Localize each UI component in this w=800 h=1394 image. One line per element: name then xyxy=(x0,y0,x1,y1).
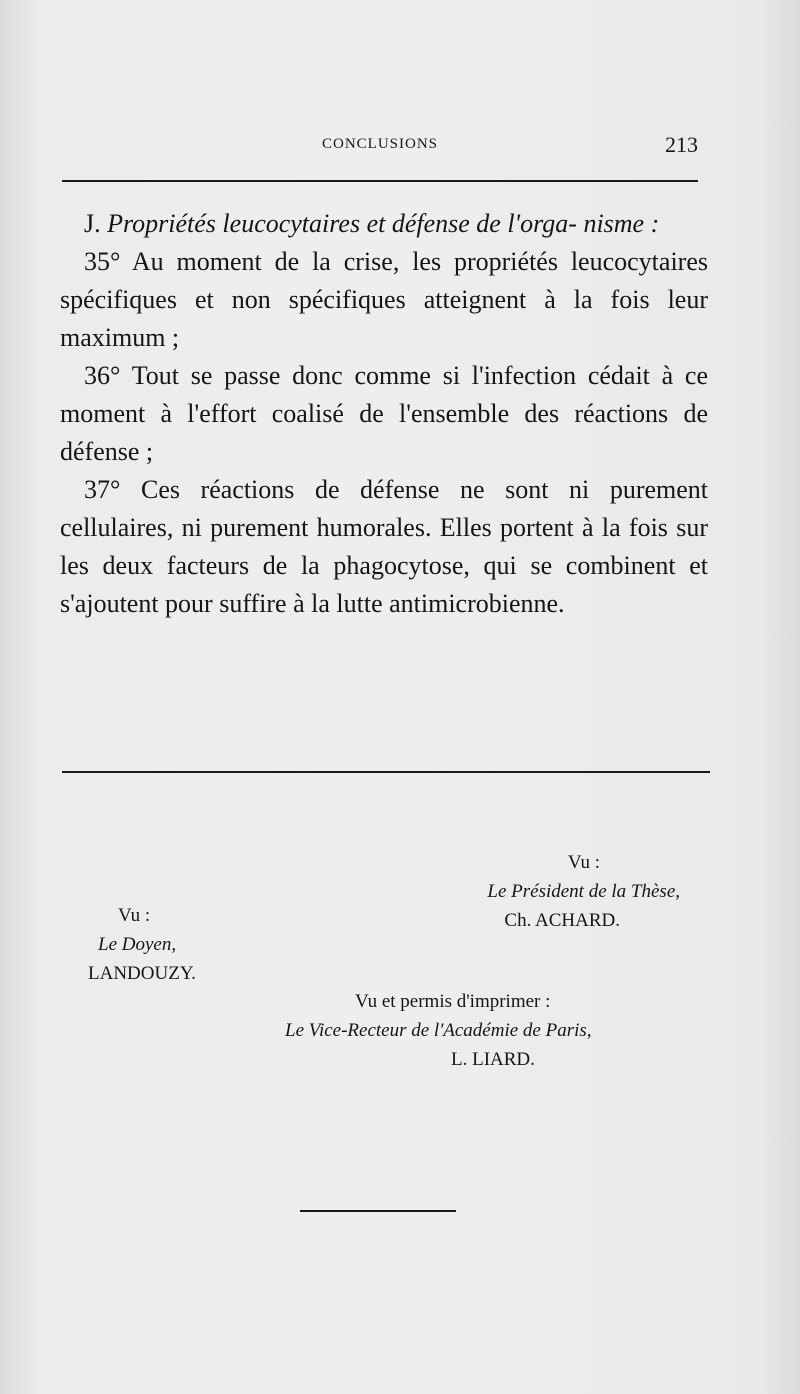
section-title-line1: Propriétés leucocytaires et défense de l'orga- xyxy=(107,209,577,238)
conclusion-text: Ces réactions de défense ne sont ni purement cellulaires, ni purement humorales. Elles portent à la fois sur les deux facteurs de la phagocytose, qui se combinent et s'ajoutent pour suffire à la lutte antimicrobienne. xyxy=(60,475,709,618)
doyen-vu: Vu : xyxy=(118,905,151,926)
president-name: Ch. ACHARD. xyxy=(504,910,620,931)
conclusion-36 xyxy=(60,357,708,471)
president-vu: Vu : xyxy=(567,852,600,873)
conclusion-text: Au moment de la crise, les propriétés leucocytaires spécifiques et non spécifiques atteignent à la fois leur maximum ; xyxy=(60,247,708,352)
conclusion-37 xyxy=(60,471,708,623)
page-number: 213 xyxy=(665,132,698,157)
section-divider-rule xyxy=(62,771,710,773)
header-rule xyxy=(62,180,698,182)
section-letter: J. xyxy=(84,209,101,238)
doyen-role: Le Doyen, xyxy=(98,934,177,955)
permis-role: Le Vice-Recteur de l'Académie de Paris, xyxy=(285,1020,592,1041)
section-heading xyxy=(60,205,708,243)
section-title-line2: nisme : xyxy=(583,209,660,238)
running-head-title: CONCLUSIONS xyxy=(321,136,438,152)
doyen-signature-block xyxy=(88,901,328,988)
conclusion-number: 36° xyxy=(84,361,121,390)
president-signature-block xyxy=(380,848,680,935)
conclusion-text: Tout se passe donc comme si l'infection cédait à ce moment à l'effort coalisé de l'ensemble des réactions de défense ; xyxy=(60,361,709,466)
doyen-name: LANDOUZY. xyxy=(88,963,196,984)
conclusion-number: 37° xyxy=(84,475,121,504)
permis-label: Vu et permis d'imprimer : xyxy=(355,991,551,1012)
permis-name: L. LIARD. xyxy=(451,1049,535,1070)
president-role: Le Président de la Thèse, xyxy=(487,881,680,902)
conclusion-number: 35° xyxy=(84,247,121,276)
conclusion-35 xyxy=(60,243,708,357)
conclusions-body xyxy=(60,205,708,623)
end-rule xyxy=(300,1210,456,1212)
permis-signature-block xyxy=(285,987,695,1074)
running-head xyxy=(62,132,698,166)
